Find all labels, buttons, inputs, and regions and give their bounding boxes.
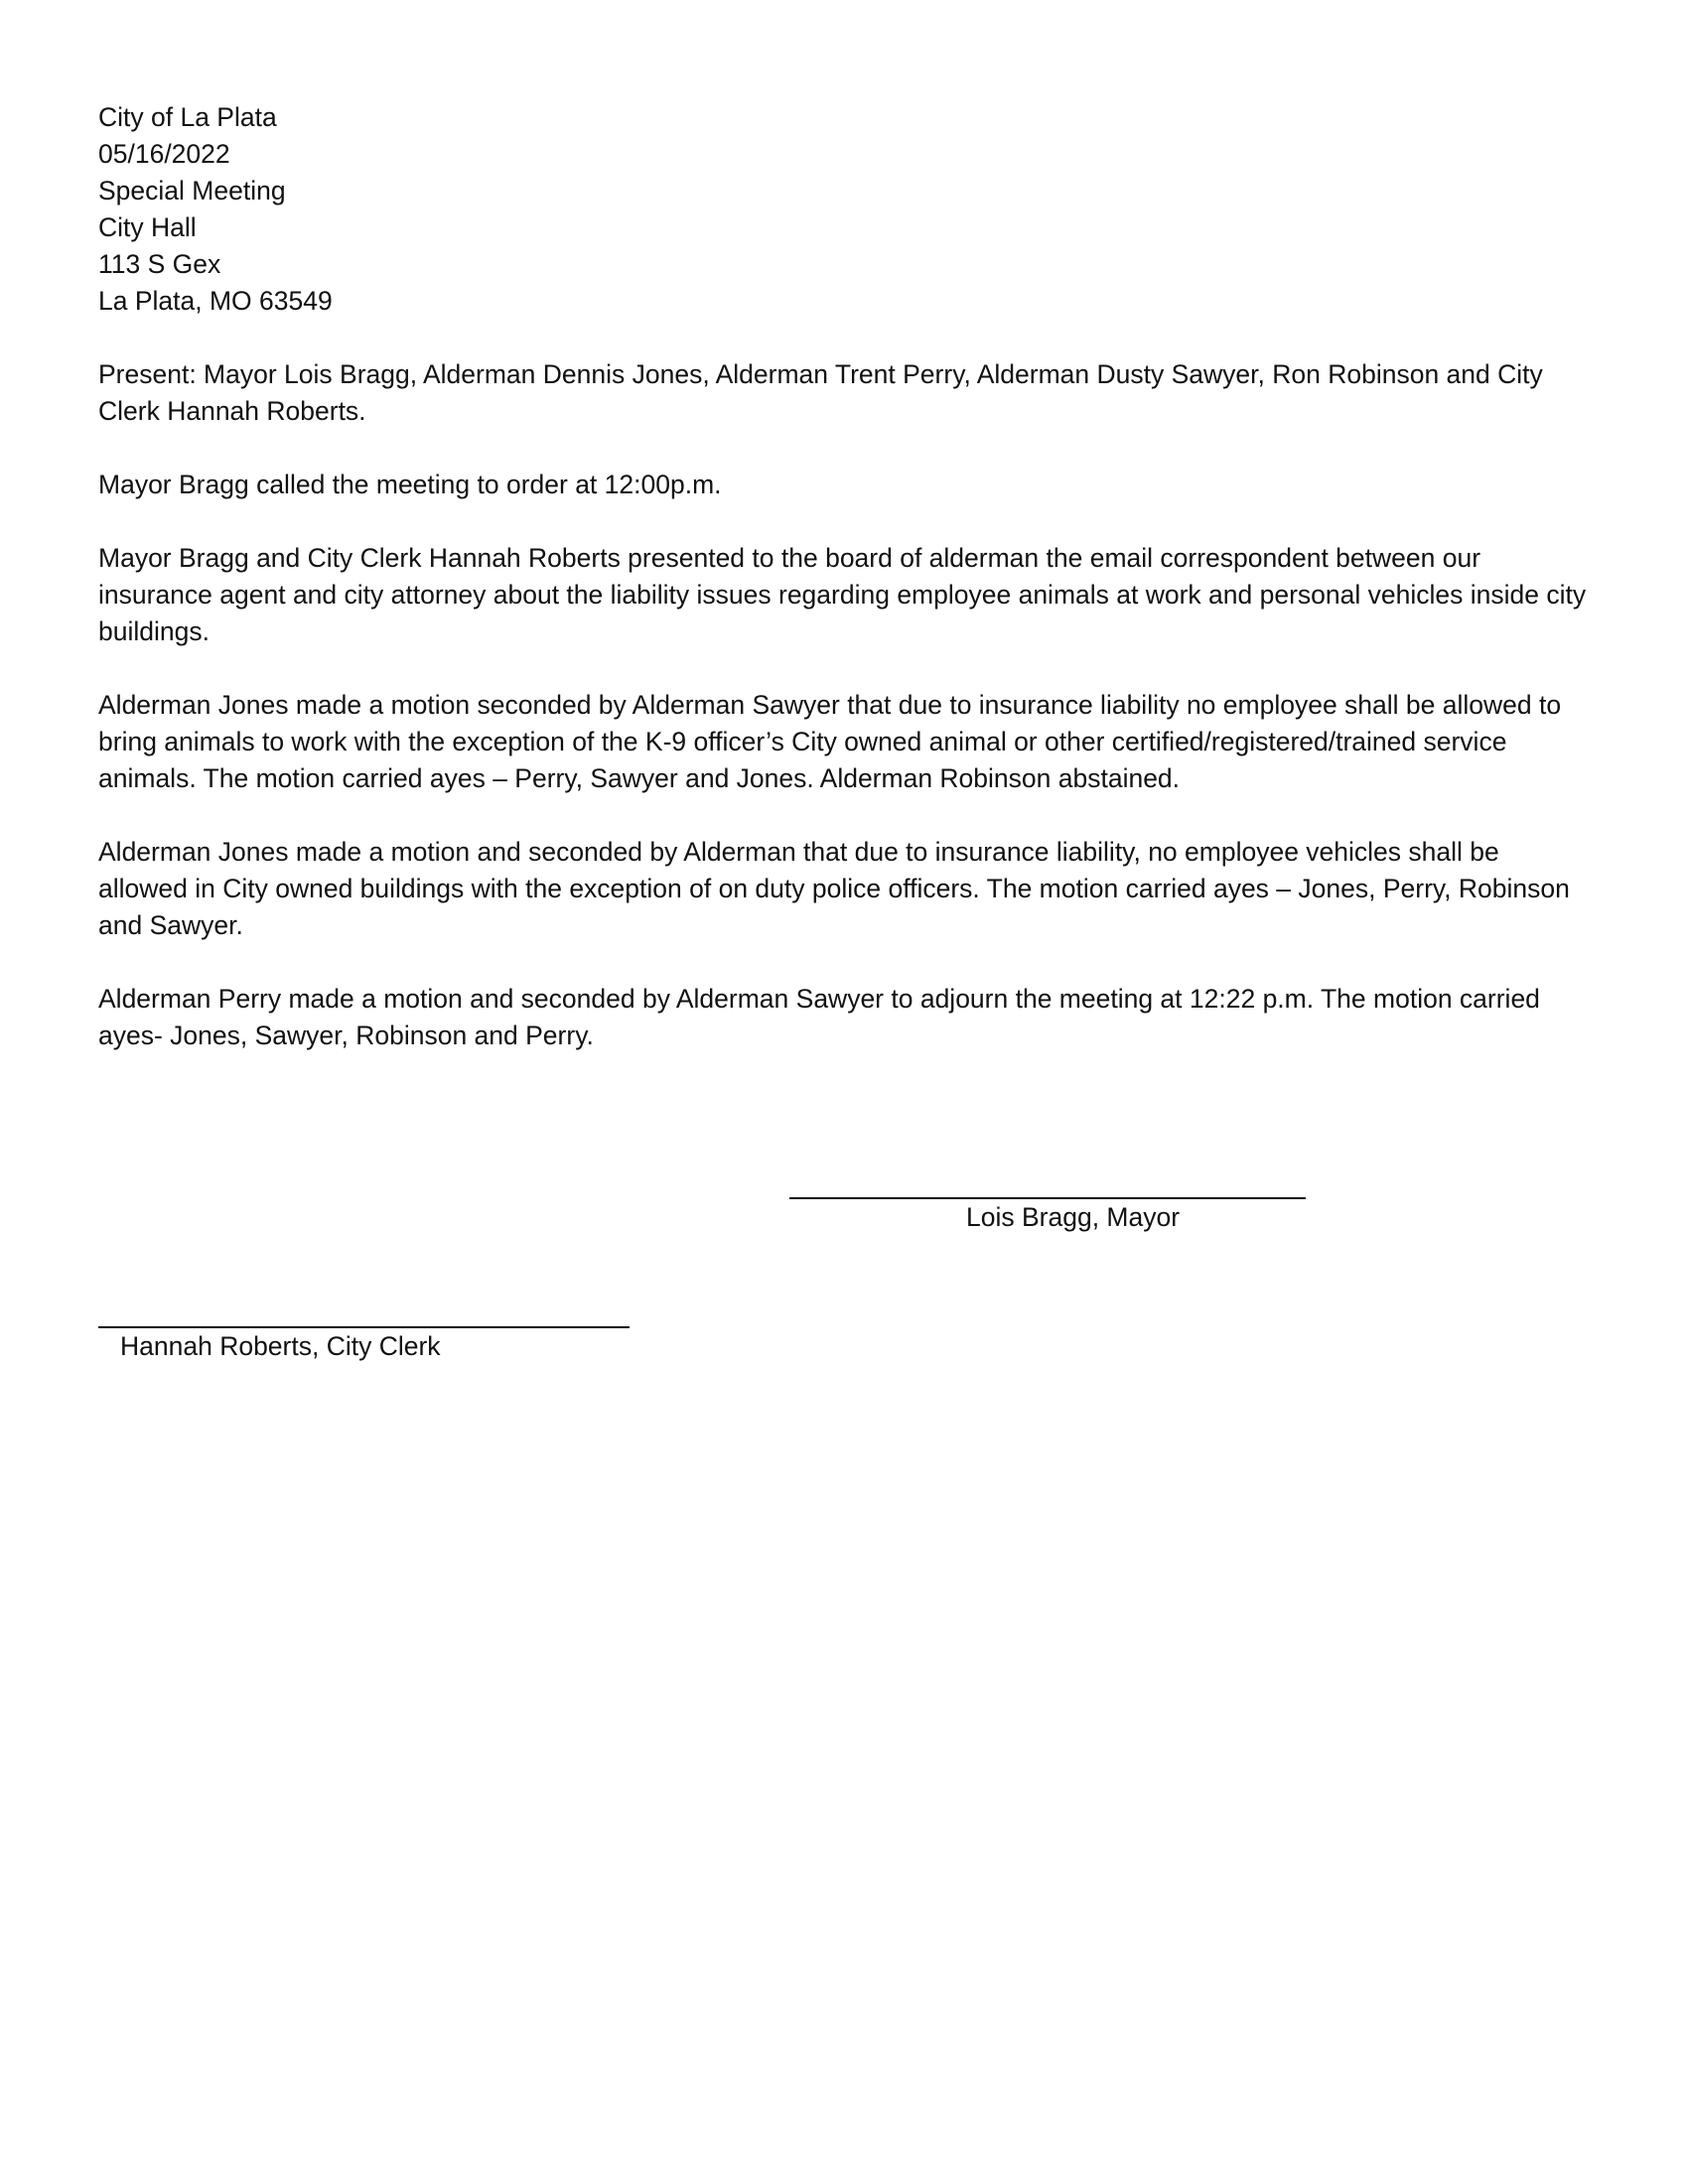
presentation-paragraph: Mayor Bragg and City Clerk Hannah Roberts presented to the board of alderman the email correspondent between our insurance agent and city attorney about the liability issues regarding employee animals at work and personal vehicles inside city buildings.	[98, 543, 1587, 646]
motion-animals-paragraph: Alderman Jones made a motion seconded by Alderman Sawyer that due to insurance liability no employee shall be allowed to bring animals to work with the exception of the K-9 officer’s City owned animal or other certified/registered/trained service animals. The motion carried ayes – Perry, Sawyer and Jones. Alderman Robinson abstained.	[98, 690, 1562, 793]
street-address: 113 S Gex	[98, 249, 221, 279]
city-name: City of La Plata	[98, 102, 277, 132]
attendance-paragraph: Present: Mayor Lois Bragg, Alderman Dennis Jones, Alderman Trent Perry, Alderman Dusty Sawyer, Ron Robinson and City Clerk Hannah Roberts.	[98, 359, 1543, 426]
meeting-type: Special Meeting	[98, 176, 286, 205]
mayor-signature-name: Lois Bragg, Mayor	[966, 1202, 1181, 1232]
minutes-body	[98, 99, 1588, 1054]
motion-adjourn-paragraph: Alderman Perry made a motion and seconded by Alderman Sawyer to adjourn the meeting at 12:22 p.m. The motion carried ayes- Jones, Sawyer, Robinson and Perry.	[98, 984, 1540, 1050]
meeting-header	[98, 99, 1588, 320]
call-to-order-paragraph: Mayor Bragg called the meeting to order at 12:00p.m.	[98, 470, 722, 499]
mayor-signature-block	[789, 1161, 1306, 1236]
clerk-signature-name: Hannah Roberts, City Clerk	[120, 1331, 441, 1361]
clerk-signature-block	[98, 1291, 630, 1365]
meeting-date: 05/16/2022	[98, 139, 230, 169]
meeting-location: City Hall	[98, 212, 197, 242]
city-state-zip: La Plata, MO 63549	[98, 286, 333, 316]
motion-vehicles-paragraph: Alderman Jones made a motion and seconded by Alderman that due to insurance liability, no employee vehicles shall be allowed in City owned buildings with the exception of on duty police officers. The motion carried ayes – Jones, Perry, Robinson and Sawyer.	[98, 837, 1570, 940]
